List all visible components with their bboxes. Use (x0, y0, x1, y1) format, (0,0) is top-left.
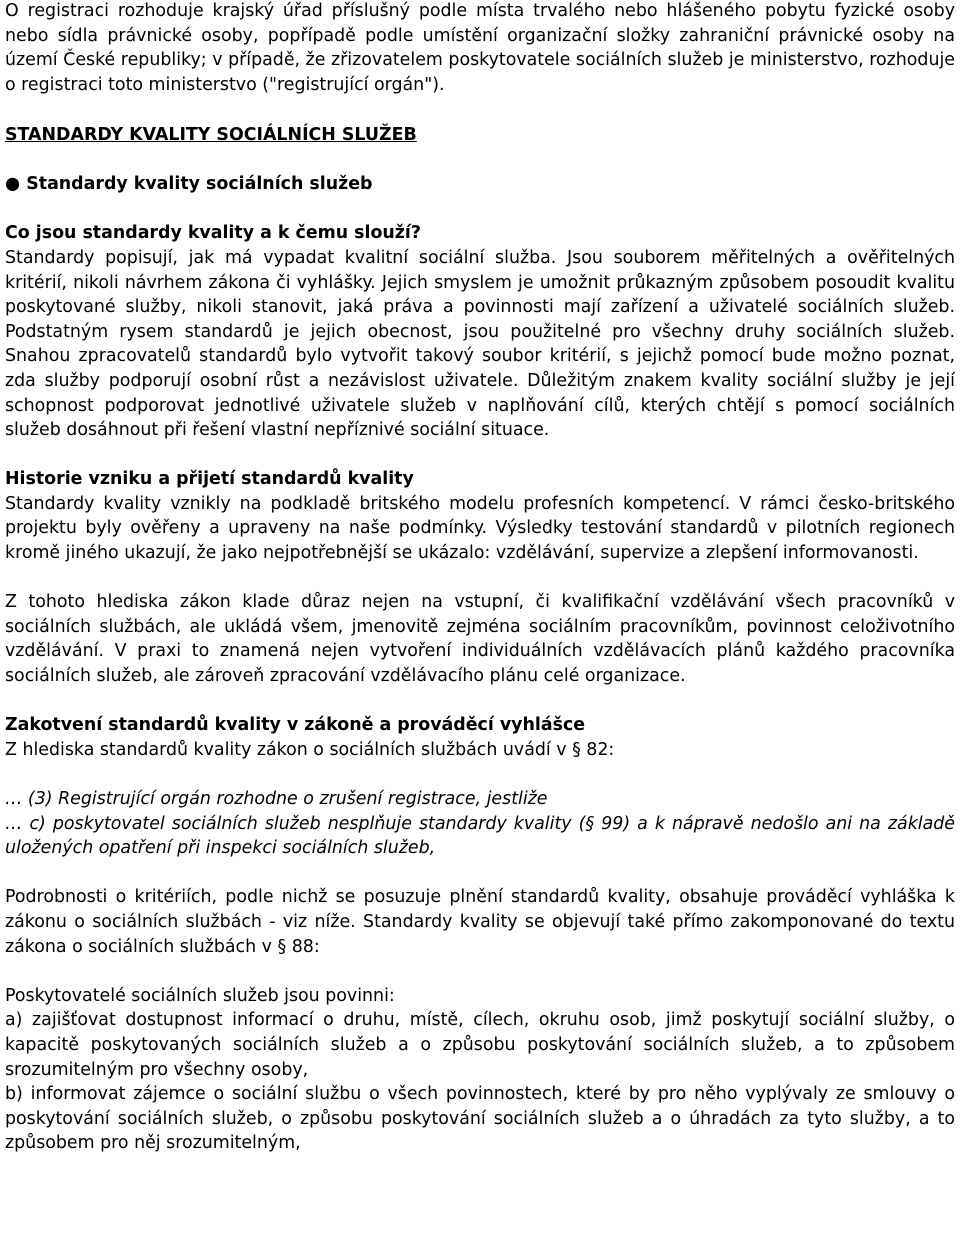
question-paragraph: Standardy popisují, jak má vypadat kvalitní sociální služba. Jsou souborem měřitelných a ověřitelných kritérií, nikoli návrhem zákona či vyhlášky. Jejich smyslem je umožnit průkazným způsobem posoudit kvalitu poskytované služby, nikoli stanovit, jaká práva a povinnosti mají zařízení a uživatelé sociálních služeb. Podstatným rysem standardů je jejich obecnost, jsou použitelné pro všechny druhy sociálních služeb. Snahou zpracovatelů standardů bylo vytvořit takový soubor kritérií, s jejichž pomocí bude možno poznat, zda služby podporují osobní růst a nezávislost uživatele. Důležitým znakem kvality sociální služby je její schopnost podporovat jednotlivé uživatele služeb v naplňování cílů, kterých chtějí s pomocí sociálních služeb dosáhnout při řešení vlastní nepříznivé sociální situace. (5, 247, 955, 441)
history-heading: Historie vzniku a přijetí standardů kvality (5, 469, 414, 490)
providers-item-b: b) informovat zájemce o sociální službu o všech povinnostech, které by pro něho vyplývaly ze smlouvy o poskytování sociálních služeb, o způsobu poskytování sociálních služeb a o úhradách za tyto služby, a to způsobem pro něj srozumitelným, (5, 1084, 955, 1154)
spacer (5, 959, 955, 984)
law-paragraph: Z tohoto hlediska zákon klade důraz nejen na vstupní, či kvalifikační vzdělávání všech pracovníků v sociálních službách, ale ukládá všem, jmenovitě zejména sociálním pracovníkům, povinnost celoživotního vzdělávání. V praxi to znamená nejen vytvoření individuálních vzdělávacích plánů každého pracovníka sociálních služeb, ale zároveň zpracování vzdělávacího plánu celé organizace. (5, 592, 955, 687)
spacer (5, 197, 955, 222)
law-quote-line-1: … (3) Registrující orgán rozhodne o zrušení registrace, jestliže (5, 789, 548, 809)
spacer (5, 98, 955, 123)
law-quote-line-2: … c) poskytovatel sociálních služeb nesplňuje standardy kvality (§ 99) a k nápravě nedošlo ani na základě uložených opatření při inspekci sociálních služeb, (5, 813, 955, 859)
section-title: STANDARDY KVALITY SOCIÁLNÍCH SLUŽEB (5, 124, 417, 145)
anchoring-heading: Zakotvení standardů kvality v zákoně a prováděcí vyhlášce (5, 715, 586, 736)
spacer (5, 443, 955, 468)
anchoring-paragraph: Z hlediska standardů kvality zákon o sociálních službách uvádí v § 82: (5, 739, 615, 760)
spacer (5, 689, 955, 714)
history-paragraph: Standardy kvality vznikly na podkladě britského modelu profesních kompetencí. V rámci česko-britského projektu byly ověřeny a upraveny na naše podmínky. Výsledky testování standardů v pilotních regionech kromě jiného ukazují, že jako nejpotřebnější se ukázalo: vzdělávání, supervize a zlepšení informovanosti. (5, 493, 955, 564)
question-heading: Co jsou standardy kvality a k čemu slouží? (5, 223, 421, 244)
spacer (5, 762, 955, 787)
details-paragraph: Podrobnosti o kritériích, podle nichž se posuzuje plnění standardů kvality, obsahuje prováděcí vyhláška k zákonu o sociálních službách - viz níže. Standardy kvality se objevují také přímo zakomponované do textu zákona o sociálních službách v § 88: (5, 887, 955, 957)
bullet-heading: ● Standardy kvality sociálních služeb (5, 174, 373, 195)
spacer (5, 566, 955, 591)
spacer (5, 148, 955, 173)
providers-item-a: a) zajišťovat dostupnost informací o druhu, místě, cílech, okruhu osob, jimž poskytují sociální služby, o kapacitě poskytovaných sociálních služeb a o způsobu poskytování sociálních služeb, a to způsobem srozumitelným pro všechny osoby, (5, 1010, 955, 1080)
spacer (5, 861, 955, 886)
intro-paragraph: O registraci rozhoduje krajský úřad příslušný podle místa trvalého nebo hlášeného pobytu fyzické osoby nebo sídla právnické osoby, popřípadě podle umístění organizační složky zahraniční právnické osoby na území České republiky; v případě, že zřizovatelem poskytovatele sociálních služeb je ministerstvo, rozhoduje o registraci toto ministerstvo ("registrující orgán"). (5, 1, 955, 95)
providers-intro: Poskytovatelé sociálních služeb jsou povinni: (5, 985, 395, 1006)
